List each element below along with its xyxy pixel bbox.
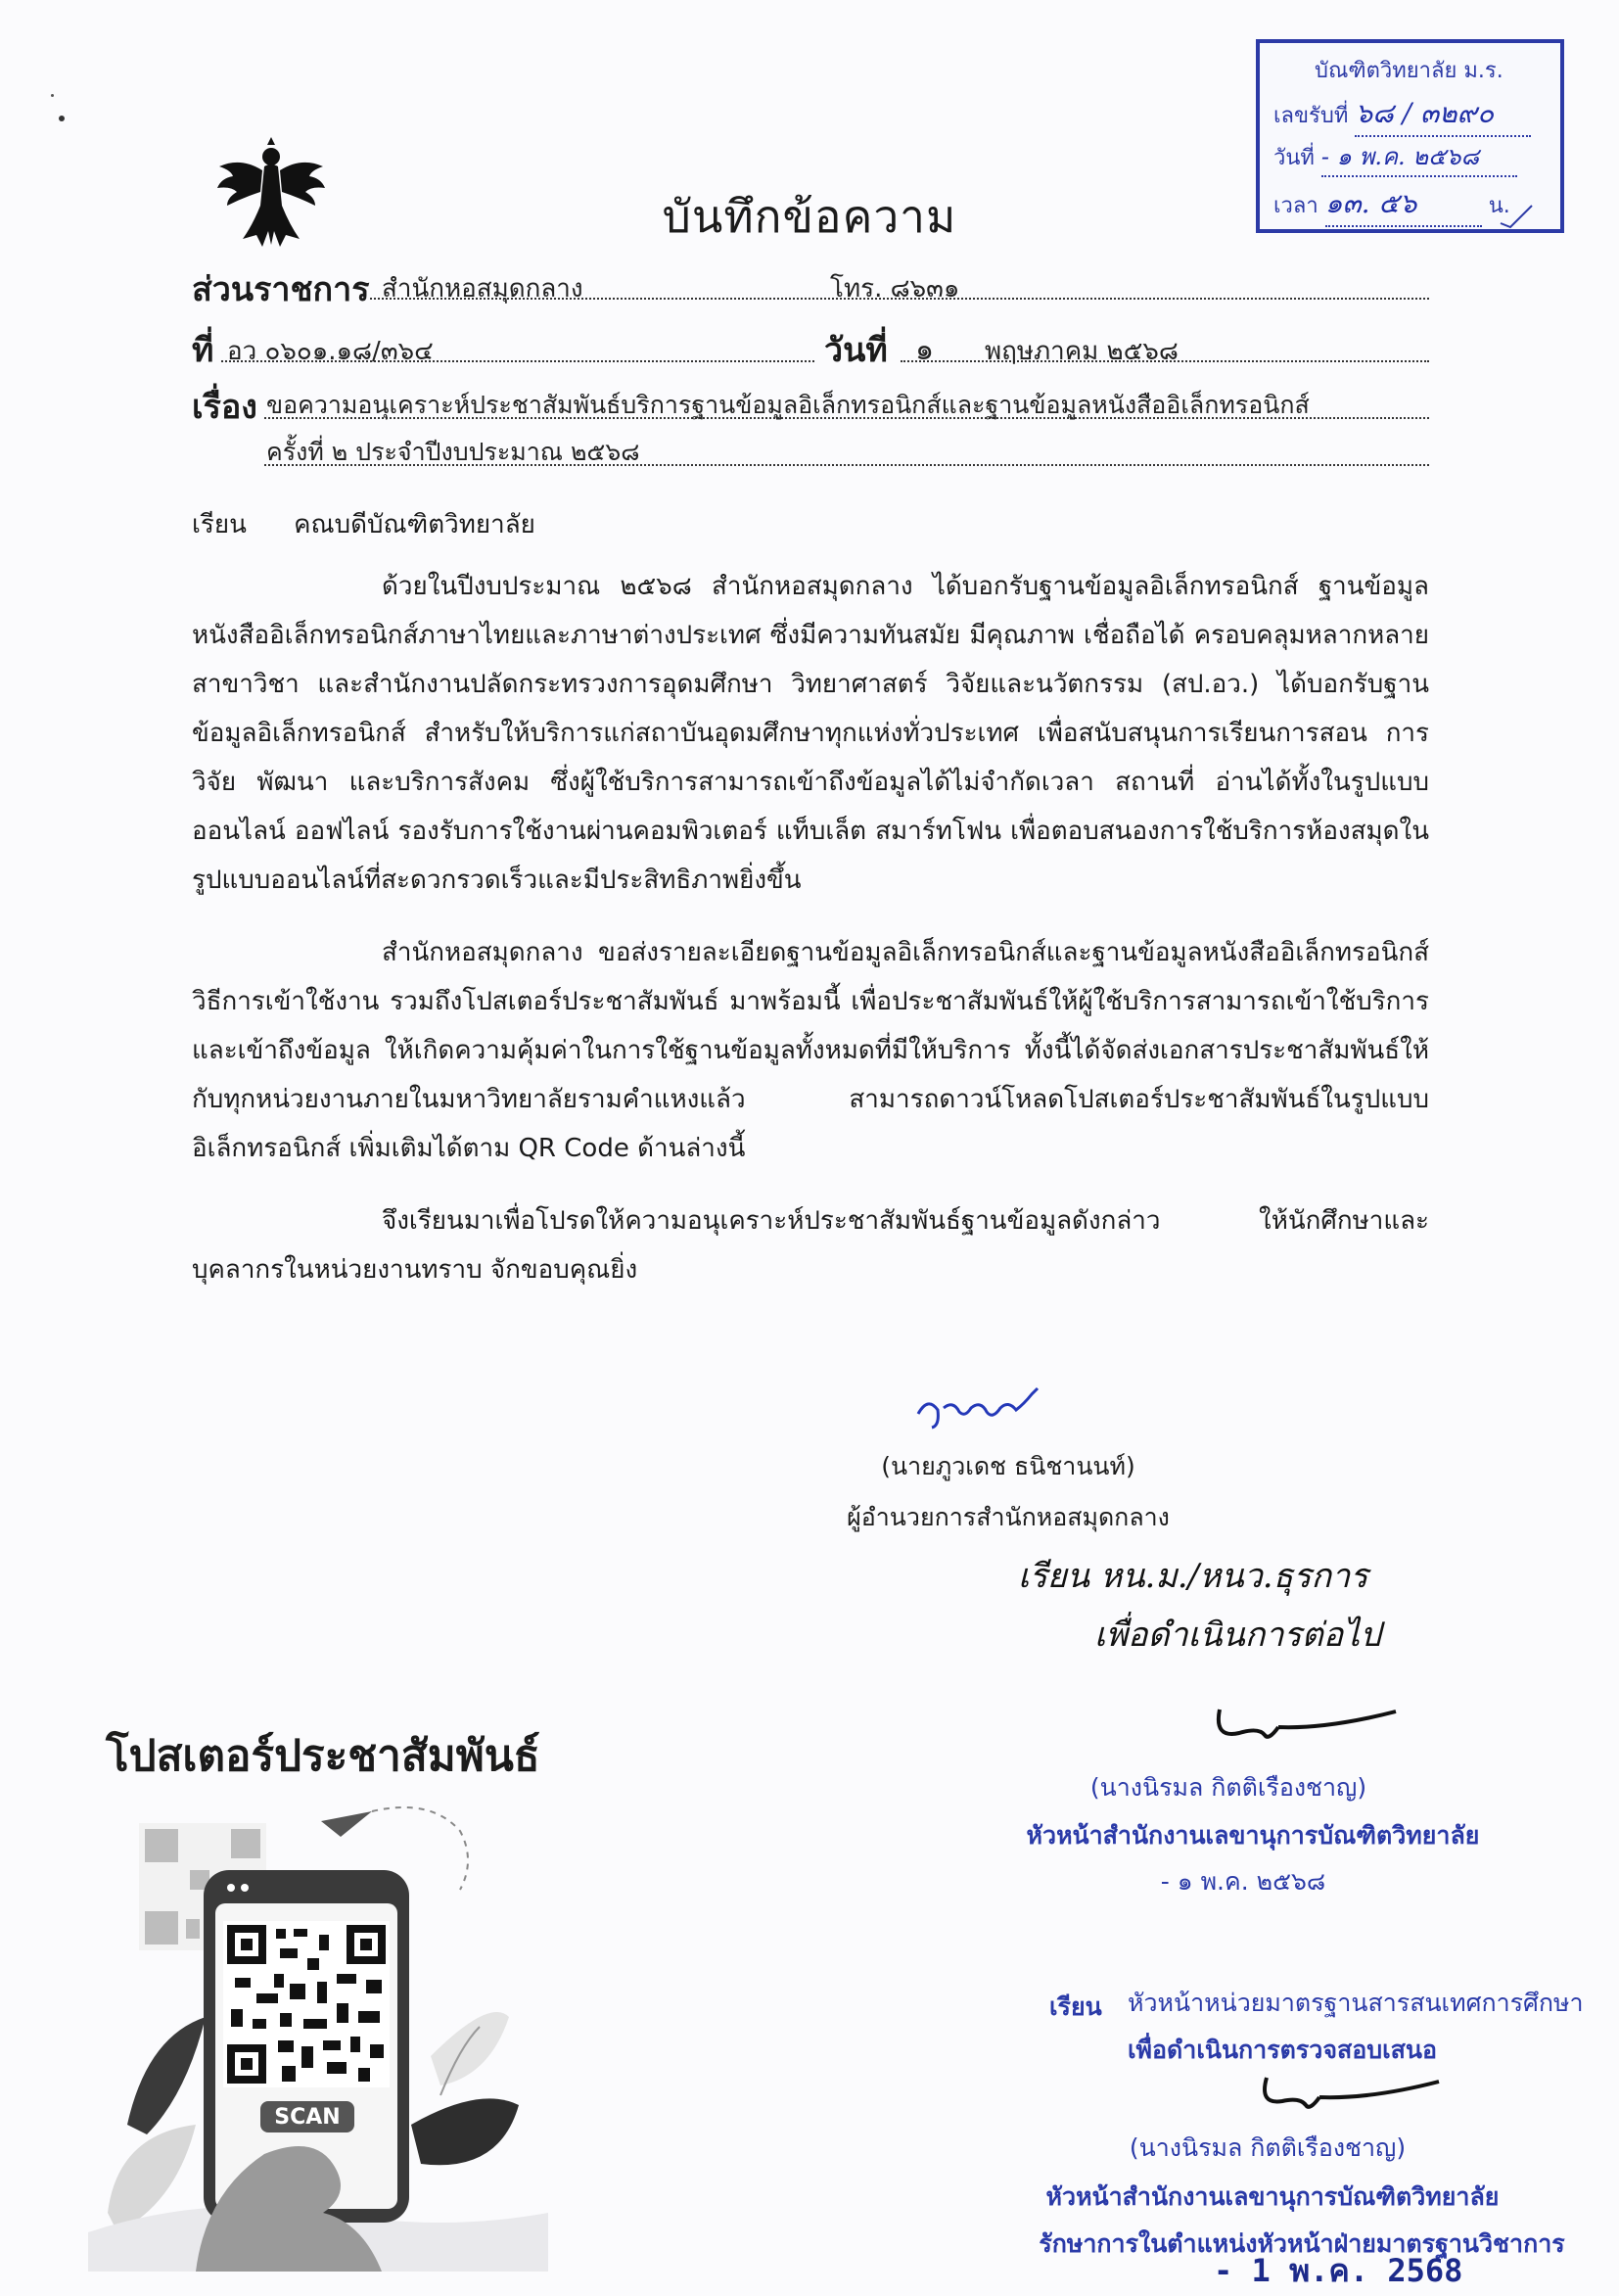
note2-date-stamp: - 1 พ.ค. 2568 (1214, 2252, 1463, 2289)
stamp-time-label: เวลา (1273, 194, 1318, 218)
scan-mark (59, 116, 65, 121)
agency-label: ส่วนราชการ (192, 270, 370, 309)
note1-name: (นางนิรมล กิตติเรืองชาญ) (1089, 1773, 1367, 1802)
note2-label: เรียน (1049, 1992, 1102, 2021)
ref-label: ที่ (192, 331, 214, 370)
note2-acting: รักษาการในตำแหน่งหัวหน้าฝ่ายมาตรฐานวิชาการ (1039, 2229, 1565, 2258)
poster-title: โปสเตอร์ประชาสัมพันธ์ (106, 1731, 540, 1781)
forward-note-line-2: เพื่อดำเนินการต่อไป (1094, 1616, 1381, 1655)
body-paragraph-3: จึงเรียนมาเพื่อโปรดให้ความอนุเคราะห์ประชาสัมพันธ์ฐานข้อมูลดังกล่าว ให้นักศึกษาและบุคลากรในหน่วยงานทราบ จักขอบคุณยิ่ง (192, 1206, 1429, 1285)
body-paragraph-2: สำนักหอสมุดกลาง ขอส่งรายละเอียดฐานข้อมูลอิเล็กทรอนิกส์และฐานข้อมูลหนังสืออิเล็กทรอนิกส์ วิธีการเข้าใช้งาน รวมถึงโปสเตอร์ประชาสัมพันธ์ มาพร้อมนี้ เพื่อประชาสัมพันธ์ให้ผู้ใช้บริการสามารถเข้าใช้บริการและเข้าถึงข้อมูล ให้เกิดความคุ้มค่าในการใช้ฐานข้อมูลทั้งหมดที่มีให้บริการ ทั้งนี้ได้จัดส่งเอกสารประชาสัมพันธ์ให้กับทุกหน่วยงานภายในมหาวิทยาลัยรามคำแหงแล้ว สามารถดาวน์โหลดโปสเตอร์ประชาสัมพันธ์ในรูปแบบอิเล็กทรอนิกส์ เพิ่มเติมได้ตาม QR Code ด้านล่างนี้ (192, 938, 1429, 1163)
note1-date: - ๑ พ.ค. ๒๕๖๘ (1160, 1867, 1326, 1896)
director-position: ผู้อำนวยการสำนักหอสมุดกลาง (847, 1503, 1170, 1531)
ref-value: อว ๐๖๐๑.๑๘/๓๖๔ (227, 337, 434, 366)
poster-scan-label: SCAN (274, 2105, 341, 2130)
subject-line-2: ครั้งที่ ๒ ประจำปีงบประมาณ ๒๕๖๘ (266, 438, 640, 466)
agency-value: สำนักหอสมุดกลาง (382, 274, 583, 304)
stamp-date-label: วันที่ (1273, 146, 1315, 170)
note1-signature (1210, 1690, 1406, 1749)
stamp-received-label: เลขรับที่ (1273, 104, 1349, 128)
date-day: ๑ (915, 333, 935, 367)
stamp-time-value: ๑๓. ๕๖ (1325, 182, 1482, 227)
stamp-date-value: - ๑ พ.ค. ๒๕๖๘ (1321, 137, 1517, 177)
page-title: บันทึกข้อความ (662, 190, 957, 243)
salutation-label: เรียน (192, 510, 247, 539)
note1-position: หัวหน้าสำนักงานเลขานุการบัณฑิตวิทยาลัย (1026, 1821, 1480, 1850)
note2-signature (1253, 2062, 1449, 2117)
note2-line-2: เพื่อดำเนินการตรวจสอบเสนอ (1128, 2036, 1438, 2064)
stamp-time-unit: น. (1488, 194, 1510, 218)
salutation (192, 504, 535, 544)
note2-name: (นางนิรมล กิตติเรืองชาญ) (1129, 2133, 1407, 2162)
salutation-value: คณบดีบัณฑิตวิทยาลัย (294, 510, 535, 539)
date-label: วันที่ (824, 331, 888, 370)
director-name: (นายภูวเดช ธนิชานนท์) (881, 1452, 1135, 1480)
subject-line-1: ขอความอนุเคราะห์ประชาสัมพันธ์บริการฐานข้อมูลอิเล็กทรอนิกส์และฐานข้อมูลหนังสืออิเล็กทรอนิกส์ (266, 391, 1310, 419)
poster-illustration (88, 1802, 548, 2272)
stamp-received-value: ๖๘ / ๓๒๙๐ (1355, 92, 1531, 137)
body-paragraph-1: ด้วยในปีงบประมาณ ๒๕๖๘ สำนักหอสมุดกลาง ได้บอกรับฐานข้อมูลอิเล็กทรอนิกส์ ฐานข้อมูลหนังสืออิเล็กทรอนิกส์ภาษาไทยและภาษาต่างประเทศ ซึ่งมีความทันสมัย มีคุณภาพ เชื่อถือได้ ครอบคลุมหลากหลายสาขาวิชา และสำนักงานปลัดกระทรวงการอุดมศึกษา วิทยาศาสตร์ วิจัยและนวัตกรรม (สป.อว.) ได้บอกรับฐานข้อมูลอิเล็กทรอนิกส์ สำหรับให้บริการแก่สถาบันอุดมศึกษาทุกแห่งทั่วประเทศ เพื่อสนับสนุนการเรียนการสอน การวิจัย พัฒนา และบริการสังคม ซึ่งผู้ใช้บริการสามารถเข้าถึงข้อมูลได้ไม่จำกัดเวลา สถานที่ อ่านได้ทั้งในรูปแบบออนไลน์ ออฟไลน์ รองรับการใช้งานผ่านคอมพิวเตอร์ แท็บเล็ต สมาร์ทโฟน เพื่อตอบสนองการใช้บริการห้องสมุดในรูปแบบออนไลน์ที่สะดวกรวดเร็วและมีประสิทธิภาพยิ่งขึ้น (192, 572, 1429, 895)
note2-line-1: หัวหน้าหน่วยมาตรฐานสารสนเทศการศึกษา (1128, 1989, 1584, 2017)
note2-position: หัวหน้าสำนักงานเลขานุการบัณฑิตวิทยาลัย (1045, 2182, 1500, 2211)
forward-note-line-1: เรียน หน.ม./หนว.ธุรการ (1018, 1557, 1368, 1596)
phone-value: โทร. ๘๖๓๑ (830, 274, 960, 304)
scan-mark (51, 94, 54, 97)
date-month-year: พฤษภาคม ๒๕๖๘ (985, 337, 1179, 366)
subject-label: เรื่อง (192, 388, 257, 427)
stamp-org: บัณฑิตวิทยาลัย ม.ร. (1315, 59, 1503, 83)
director-signature (910, 1379, 1057, 1437)
